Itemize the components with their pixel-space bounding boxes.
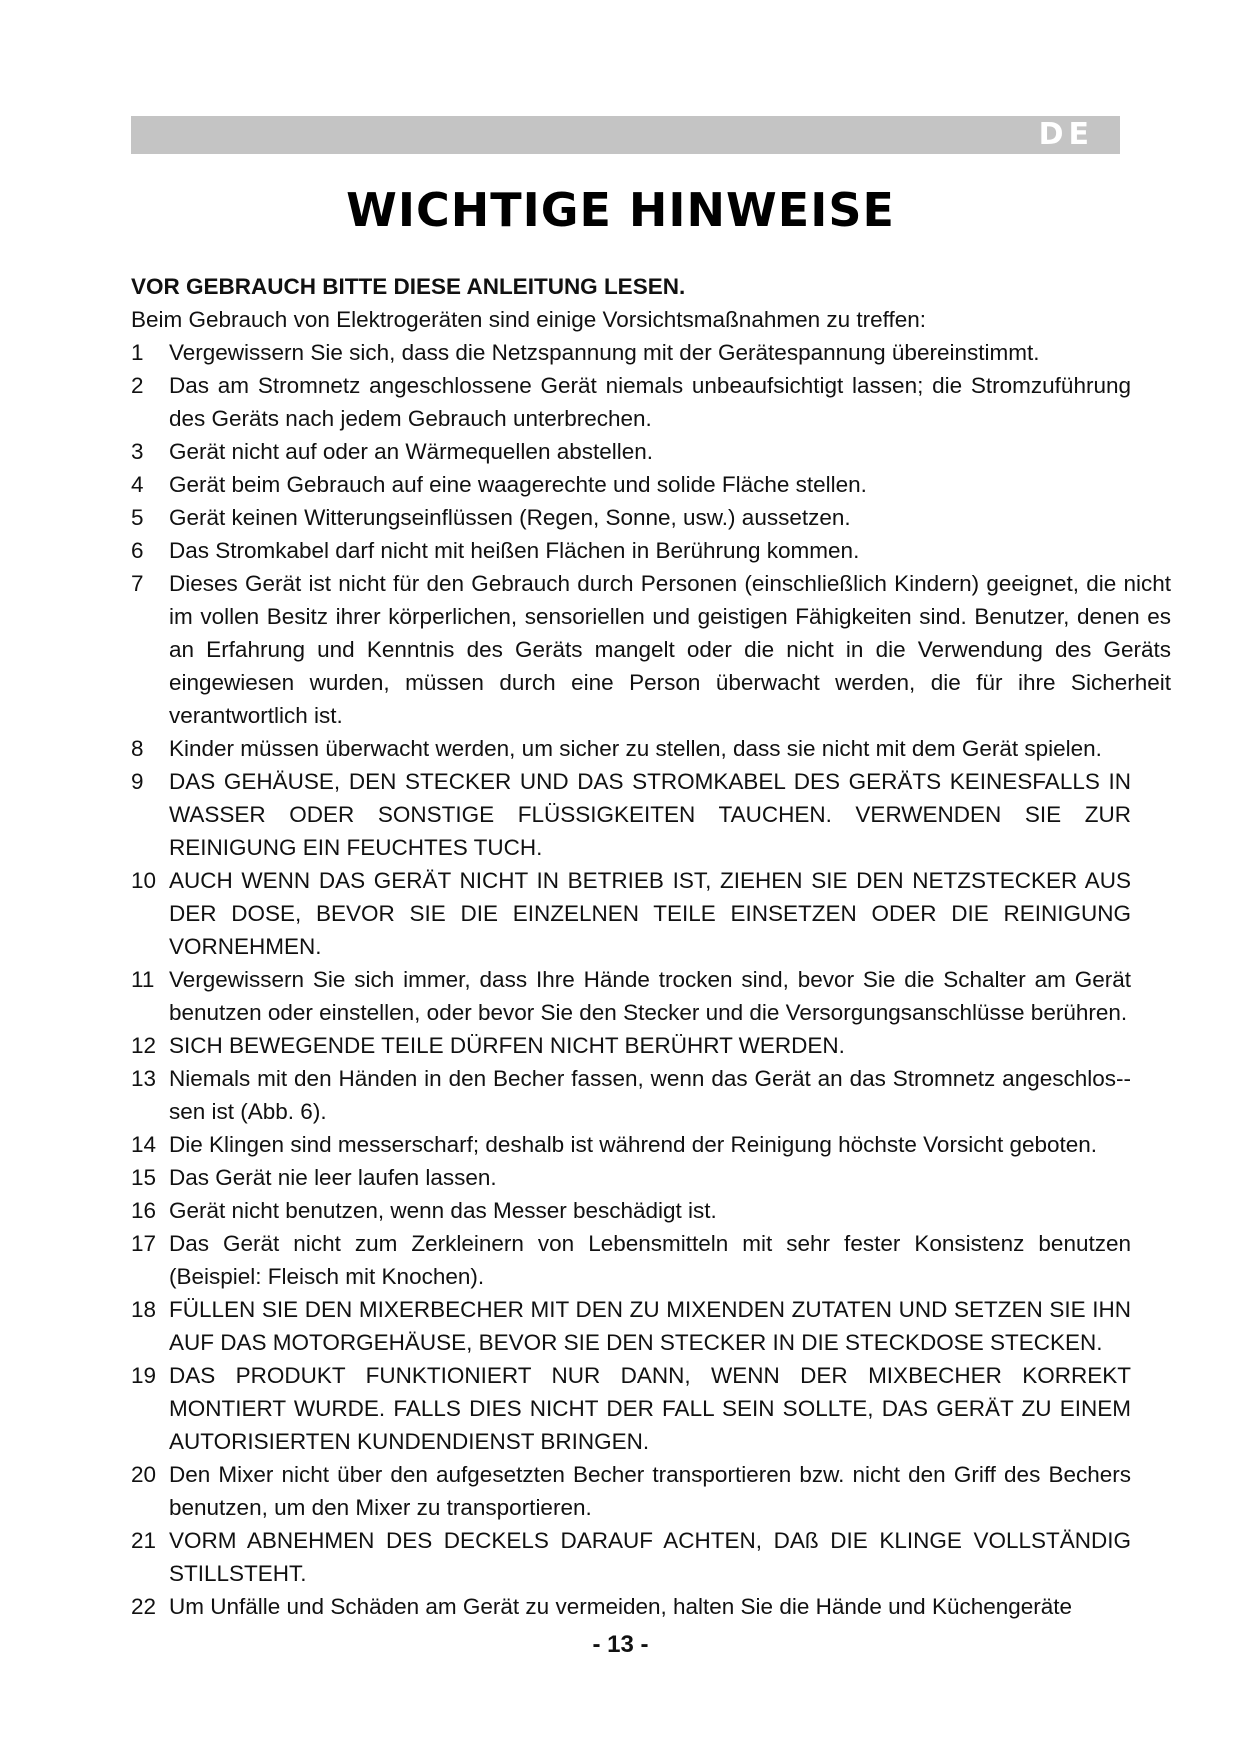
item-text: Niemals mit den Händen in den Becher fassen, wenn das Gerät an das Stromnetz angeschlos--sen ist (Abb. 6). (169, 1066, 1131, 1124)
list-item (131, 1128, 1131, 1161)
item-number: 18 (131, 1297, 157, 1322)
list-item (131, 1458, 1131, 1524)
list-item (131, 501, 1131, 534)
item-text: Gerät nicht auf oder an Wärmequellen abstellen. (169, 439, 654, 464)
item-text: Das am Stromnetz angeschlossene Gerät niemals unbeaufsichtigt lassen; die Stromzuführung des Geräts nach jedem Gebrauch unterbrechen. (169, 373, 1131, 431)
list-item (131, 732, 1131, 765)
item-text: Gerät beim Gebrauch auf eine waagerechte und solide Fläche stellen. (169, 472, 867, 497)
item-number: 6 (131, 538, 144, 563)
list-item (131, 963, 1131, 1029)
page-title: WICHTIGE HINWEISE (346, 183, 895, 237)
item-number: 20 (131, 1462, 157, 1487)
item-number: 14 (131, 1132, 157, 1157)
item-text: Das Stromkabel darf nicht mit heißen Flächen in Berührung kommen. (169, 538, 860, 563)
list-item (131, 1062, 1131, 1128)
item-text: Vergewissern Sie sich immer, dass Ihre Hände trocken sind, bevor Sie die Schalter am Gerät benutzen oder einstellen, oder bevor Sie den Stecker und die Versorgungsanschlüsse berühren. (169, 967, 1131, 1025)
item-number: 16 (131, 1198, 157, 1223)
item-text: Das Gerät nie leer laufen lassen. (169, 1165, 497, 1190)
intro-subhead: VOR GEBRAUCH BITTE DIESE ANLEITUNG LESEN. (131, 274, 686, 299)
list-item (131, 1227, 1131, 1293)
item-number: 9 (131, 769, 144, 794)
item-number: 3 (131, 439, 144, 464)
item-number: 4 (131, 472, 144, 497)
item-number: 10 (131, 868, 157, 893)
item-text: DAS PRODUKT FUNKTIONIERT NUR DANN, WENN DER MIXBECHER KORREKT MONTIERT WURDE. FALLS DIES NICHT DER FALL SEIN SOLLTE, DAS GERÄT ZU EINEM AUTORISIERTEN KUNDENDIENST BRINGEN. (169, 1363, 1131, 1454)
item-number: 21 (131, 1528, 157, 1553)
item-text: Vergewissern Sie sich, dass die Netzspannung mit der Gerätespannung übereinstimmt. (169, 340, 1040, 365)
item-number: 7 (131, 571, 144, 596)
item-number: 12 (131, 1033, 157, 1058)
item-text: SICH BEWEGENDE TEILE DÜRFEN NICHT BERÜHRT WERDEN. (169, 1033, 845, 1058)
item-number: 8 (131, 736, 144, 761)
item-text: Das Gerät nicht zum Zerkleinern von Lebensmitteln mit sehr fester Konsistenz benutzen (Beispiel: Fleisch mit Knochen). (169, 1231, 1131, 1289)
item-text: Den Mixer nicht über den aufgesetzten Becher transportieren bzw. nicht den Griff des Bechers benutzen, um den Mixer zu transportieren. (169, 1462, 1131, 1520)
item-text: Dieses Gerät ist nicht für den Gebrauch durch Personen (einschließlich Kindern) geeignet, die nicht im vollen Besitz ihrer körperlichen, sensoriellen und geistigen Fähigkeiten sind. Benutzer, denen es an Erfahrung und Kenntnis des Geräts mangelt oder die nicht in die Verwendung des Geräts eingewiesen wurden, müssen durch eine Person überwacht werden, die für ihre Sicherheit verantwortlich ist. (169, 571, 1171, 728)
item-number: 13 (131, 1066, 157, 1091)
page-number: - 13 - (592, 1631, 649, 1658)
list-item (131, 1194, 1131, 1227)
item-text: Kinder müssen überwacht werden, um sicher zu stellen, dass sie nicht mit dem Gerät spielen. (169, 736, 1102, 761)
item-text: FÜLLEN SIE DEN MIXERBECHER MIT DEN ZU MIXENDEN ZUTATEN UND SETZEN SIE IHN AUF DAS MOTORGEHÄUSE, BEVOR SIE DEN STECKER IN DIE STECKDOSE STECKEN. (169, 1297, 1131, 1355)
list-item (131, 468, 1131, 501)
item-text: Gerät nicht benutzen, wenn das Messer beschädigt ist. (169, 1198, 717, 1223)
item-number: 1 (131, 340, 144, 365)
item-number: 15 (131, 1165, 157, 1190)
item-number: 11 (131, 967, 155, 992)
item-text: DAS GEHÄUSE, DEN STECKER UND DAS STROMKABEL DES GERÄTS KEINESFALLS IN WASSER ODER SONSTIGE FLÜSSIGKEITEN TAUCHEN. VERWENDEN SIE ZUR REINIGUNG EIN FEUCHTES TUCH. (169, 769, 1131, 860)
list-item (131, 1359, 1131, 1458)
list-item (131, 534, 1131, 567)
list-item (131, 1029, 1131, 1062)
list-item (131, 1590, 1131, 1623)
list-item (131, 1293, 1131, 1359)
list-item (131, 1161, 1131, 1194)
intro-text: Beim Gebrauch von Elektrogeräten sind einige Vorsichtsmaßnahmen zu treffen: (131, 307, 927, 332)
item-number: 5 (131, 505, 144, 530)
list-item (131, 435, 1131, 468)
list-item (131, 336, 1131, 369)
item-text: Gerät keinen Witterungseinflüssen (Regen, Sonne, usw.) aussetzen. (169, 505, 851, 530)
item-text: VORM ABNEHMEN DES DECKELS DARAUF ACHTEN, DAß DIE KLINGE VOLLSTÄNDIG STILLSTEHT. (169, 1528, 1131, 1586)
item-number: 17 (131, 1231, 157, 1256)
instructions-body (131, 270, 1171, 1623)
item-number: 2 (131, 373, 144, 398)
item-number: 19 (131, 1363, 157, 1388)
list-item (131, 765, 1131, 864)
item-text: Um Unfälle und Schäden am Gerät zu vermeiden, halten Sie die Hände und Küchengeräte (169, 1594, 1073, 1619)
language-header-bar (131, 116, 1120, 154)
item-text: AUCH WENN DAS GERÄT NICHT IN BETRIEB IST, ZIEHEN SIE DEN NETZSTECKER AUS DER DOSE, BEVOR SIE DIE EINZELNEN TEILE EINSETZEN ODER DIE REINIGUNG VORNEHMEN. (169, 868, 1131, 959)
list-item (131, 567, 1171, 732)
language-code: DE (1038, 117, 1094, 152)
item-text: Die Klingen sind messerscharf; deshalb ist während der Reinigung höchste Vorsicht geboten. (169, 1132, 1098, 1157)
list-item (131, 1524, 1131, 1590)
list-item (131, 864, 1131, 963)
list-item (131, 369, 1131, 435)
item-number: 22 (131, 1594, 157, 1619)
